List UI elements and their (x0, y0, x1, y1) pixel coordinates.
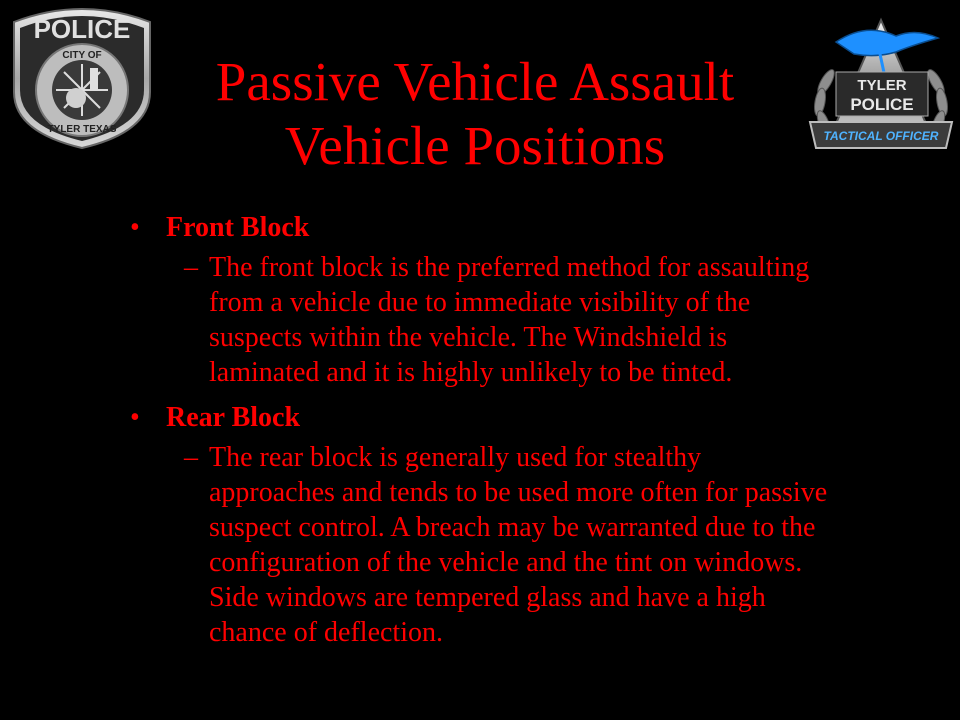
bullet-heading: Rear Block (166, 402, 301, 433)
sub-bullet-marker: – (184, 252, 198, 283)
sub-bullet-marker: – (184, 442, 198, 473)
badge-tactical-officer-text: TACTICAL OFFICER (823, 129, 939, 143)
sub-bullet-front-block (130, 250, 830, 390)
slide-title-line-2: Vehicle Positions (284, 115, 666, 176)
bullet-marker: • (130, 402, 140, 433)
badge-city-of-text: CITY OF (62, 50, 102, 61)
bullet-rear-block (130, 400, 830, 440)
badge-tyler-texas-text: TYLER TEXAS (47, 124, 117, 135)
sub-bullet-text: The rear block is generally used for stealthy approaches and tends to be used more often for passive suspect control. A breach may be warranted due to the configuration of the vehicle and the tint on windows. Side windows are tempered glass and have a high chance of deflection. (209, 442, 828, 648)
slide-title (130, 50, 820, 178)
tactical-officer-badge-icon (806, 2, 956, 172)
slide-title-line-1: Passive Vehicle Assault (215, 51, 735, 112)
badge-police-text: POLICE (33, 14, 131, 44)
badge-tyler-text: TYLER (857, 77, 907, 94)
sub-bullet-text: The front block is the preferred method for assaulting from a vehicle due to immediate visibility of the suspects within the vehicle. The Windshield is laminated and it is highly unlikely to be tinted. (209, 252, 810, 388)
bullet-marker: • (130, 212, 140, 243)
badge-police-line-text: POLICE (850, 95, 914, 114)
bullet-front-block (130, 210, 830, 250)
slide-content (130, 210, 830, 660)
sub-bullet-rear-block (130, 440, 830, 650)
bullet-heading: Front Block (166, 212, 310, 243)
